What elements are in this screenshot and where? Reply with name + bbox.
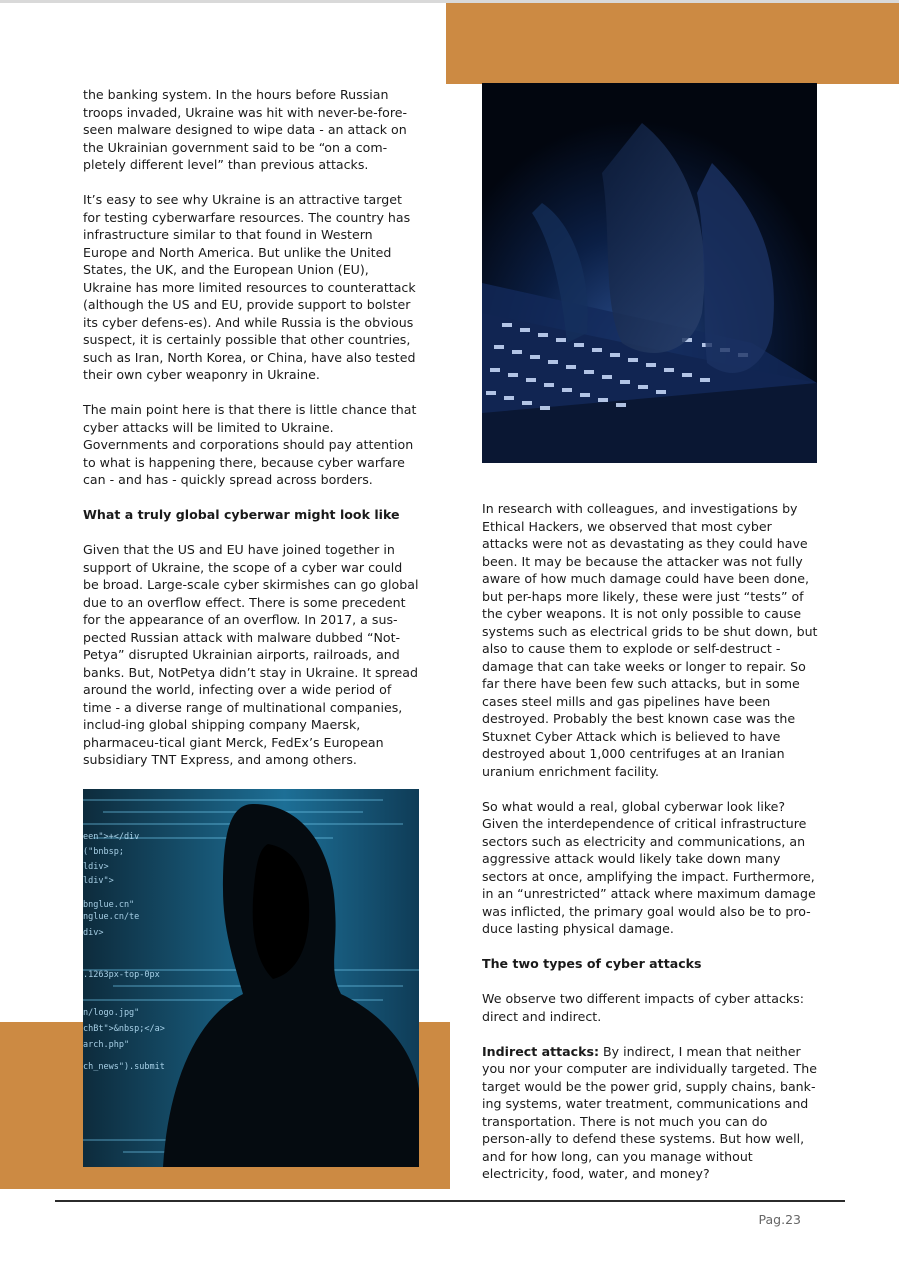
paragraph: We observe two different impacts of cyber attacks: direct and indirect. [482, 991, 804, 1024]
paragraph: It’s easy to see why Ukraine is an attractive target for testing cyberwarfare resources. The country has infrastructure similar to that found in Western Europe and North America. But unlike the United States, the UK, and the European Union (EU), Ukraine has more limited resources to counterattack (although the US and EU, provide support to bolster its cyber defens-es). And while Russia is the obvious suspect, it is certainly possible that other countries, such as Iran, North Korea, or China, have also tested their own cyber weaponry in Ukraine. [83, 192, 416, 382]
code-line: ("bnbsp; [83, 847, 124, 857]
section-heading: The two types of cyber attacks [482, 956, 702, 971]
paragraph: So what would a real, global cyberwar look like? Given the interdependence of critical infrastructure sectors such as electricity and communications, an aggressive attack would likely take down many sectors at once, amplifying the impact. Furthermore, in an “unrestricted” attack where maximum damage was inflicted, the primary goal would also be to pro-duce lasting physical damage. [482, 798, 816, 936]
code-line: .1263px-top-0px [83, 970, 160, 980]
code-line: ldiv> [83, 862, 109, 872]
paragraph-lead: Indirect attacks: [482, 1043, 600, 1059]
paragraph: Given that the US and EU have joined together in support of Ukraine, the scope of a cyber war could be broad. Large-scale cyber skirmishes can go global due to an overflow effect. There is some precedent for the appearance of an overflow. In 2017, a sus-pected Russian attack with malware dubbed “Not-Petya” disrupted Ukrainian airports, railroads, and banks. But, NotPetya didn’t stay in Ukraine. It spread around the world, infecting over a wide period of time - a diverse range of multinational companies, includ-ing global shipping company Maersk, pharmaceu-tical giant Merck, FedEx’s European subsidiary TNT Express, and among others. [83, 542, 419, 767]
code-line: chBt">&nbsp;</a> [83, 1024, 165, 1034]
hooded-hacker-photo [83, 789, 419, 1167]
hands-on-keyboard-photo [482, 83, 817, 463]
paragraph-body: By indirect, I mean that neither you nor your computer are individually targeted. The target would be the power grid, supply chains, bank-ing systems, water treatment, communications and transportation. There is not much you can do person-ally to defend these systems. But how well, and for how long, can you manage without electricity, food, water, and money? [482, 1043, 817, 1181]
footer-rule [55, 1200, 845, 1202]
code-line: arch.php" [83, 1040, 130, 1050]
left-text-column [83, 86, 419, 769]
paragraph: the banking system. In the hours before Russian troops invaded, Ukraine was hit with never-be-fore-seen malware designed to wipe data - an attack on the Ukrainian government said to be “on a com-pletely different level” than previous attacks. [83, 87, 408, 172]
code-line: nglue.cn/te [83, 912, 140, 922]
code-line: ldiv"> [83, 876, 114, 886]
code-line: n/logo.jpg" [83, 1008, 140, 1018]
paragraph: The main point here is that there is little chance that cyber attacks will be limited to Ukraine. Governments and corporations should pay attention to what is happening there, because cyber warfare can - and has - quickly spread across borders. [83, 402, 417, 487]
code-line: bnglue.cn" [83, 900, 135, 910]
right-text-column [482, 500, 818, 1183]
code-line: div> [83, 928, 104, 938]
orange-accent-block-top [446, 3, 899, 84]
code-line: een">+</div [83, 832, 140, 842]
paragraph: In research with colleagues, and investigations by Ethical Hackers, we observed that most cyber attacks were not as devastating as they could have been. It may be because the attacker was not fully aware of how much damage could have been done, but per-haps more likely, these were just “tests” of the cyber weapons. It is not only possible to cause systems such as electrical grids to be shut down, but also to cause them to explode or self-destruct - damage that can take weeks or longer to repair. So far there have been few such attacks, but in some cases steel mills and gas pipelines have been destroyed. Probably the best known case was the Stuxnet Cyber Attack which is believed to have destroyed about 1,000 centrifuges at an Iranian uranium enrichment facility. [482, 501, 818, 779]
section-heading: What a truly global cyberwar might look like [83, 507, 400, 522]
code-line: ch_news").submit [83, 1062, 165, 1072]
paragraph [482, 1043, 818, 1183]
page-number: Pag.23 [758, 1212, 801, 1227]
